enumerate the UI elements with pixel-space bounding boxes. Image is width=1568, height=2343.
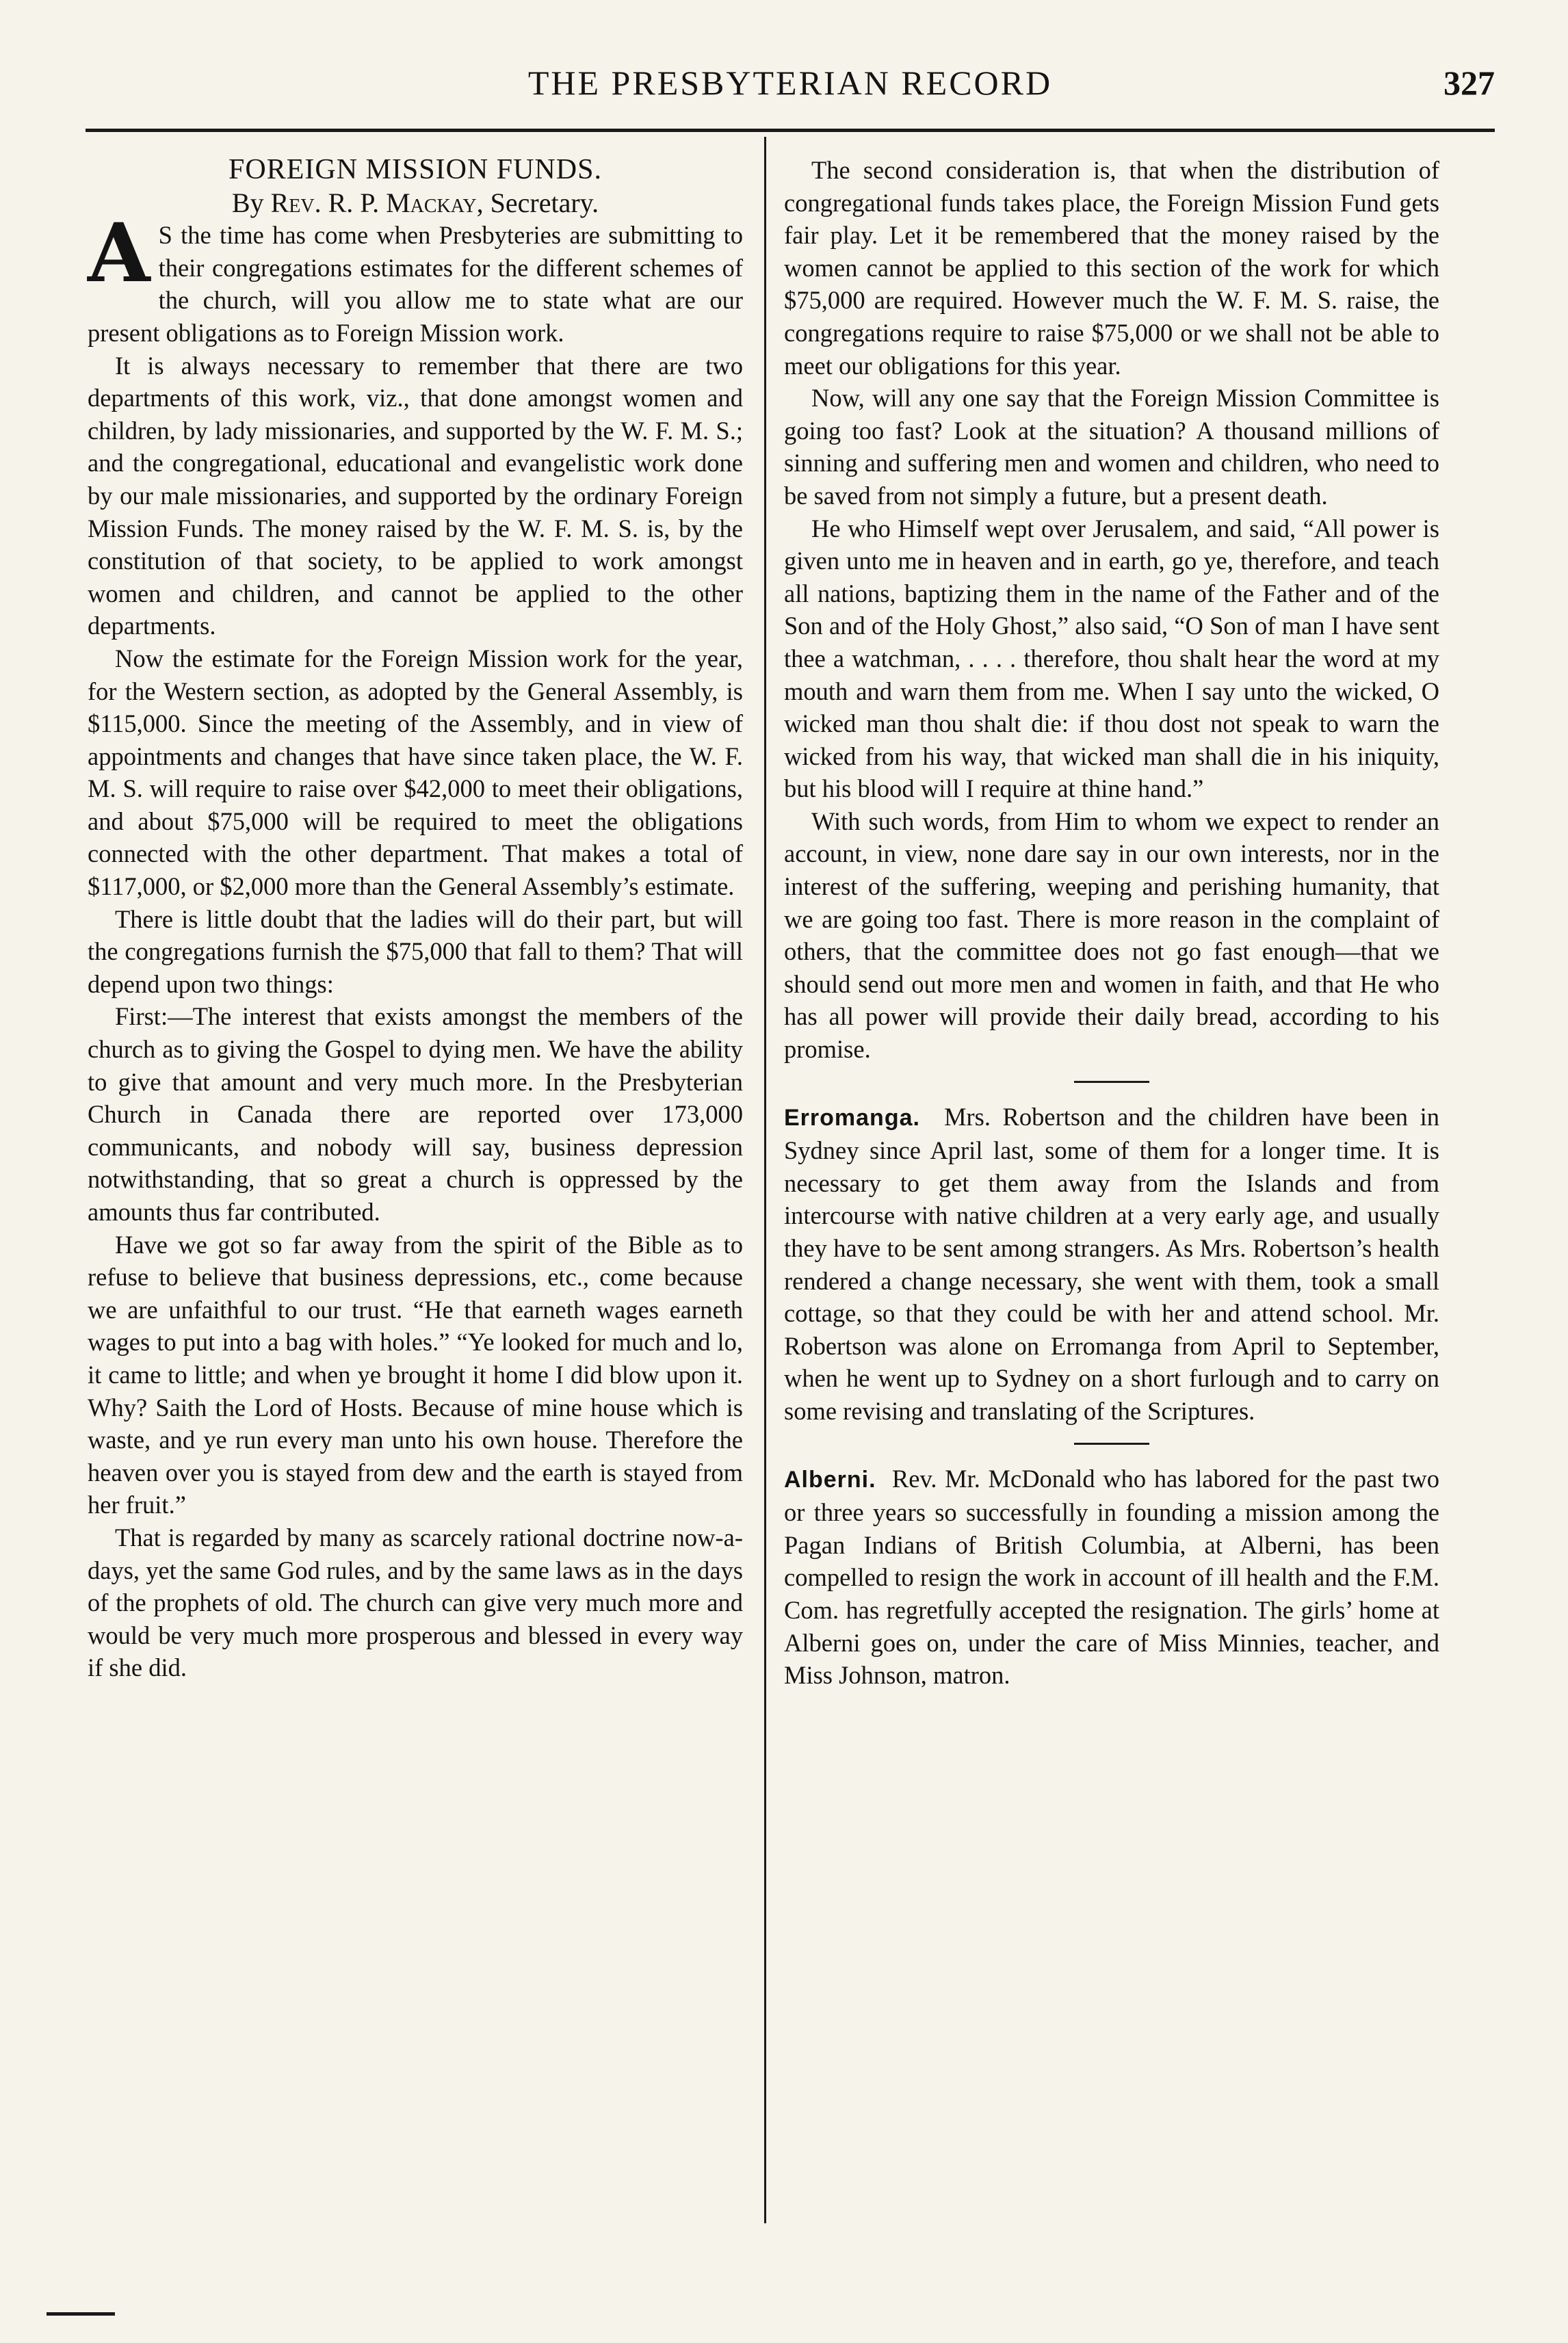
mission-note-label: Erromanga. [784,1104,920,1131]
mission-note-paragraph [784,1463,1439,1692]
byline-name: Rev. R. P. Mackay [270,187,477,218]
left-column [88,154,743,1684]
section-rule [1074,1443,1149,1445]
paragraph-text: S the time has come when Presbyteries are submitting to their congregations estimates for the different schemes of the church, will you allow me to state what are our present obligations as to Foreign Mission work. [88,221,743,347]
article-paragraph-3: Now the estimate for the Foreign Mission work for the year, for the Western section, as adopted by the General Assembly, is $115,000. Since the meeting of the Assembly, and in view of appointments and changes that have since taken place, the W. F. M. S. will require to raise over $42,000 to meet their obligations, and about $75,000 will be required to meet the obligations connected with the other department. That makes a total of $117,000, or $2,000 more than the General Assembly’s estimate. [88,644,743,901]
drop-cap: A [88,205,151,301]
byline-prefix: By [231,187,264,218]
mission-note-alberni [784,1463,1439,1692]
article-paragraph-7: That is regarded by many as scarcely rational doctrine now-a-days, yet the same God rules, and by the same laws as in the days of the prophets of old. The church can give very much more and would be very much more prosperous and blessed in every way if she did. [88,1523,743,1682]
page-header [86,63,1495,111]
mission-note-text: Rev. Mr. McDonald who has labored for the past two or three years so successfully in founding a mission among the Pagan Indians of British Columbia, at Alberni, has been compelled to resign the work in account of ill health and the F.M. Com. has regretfully accepted the resignation. The girls’ home at Alberni goes on, under the care of Miss Minnies, teacher, and Miss Johnson, matron. [784,1464,1439,1690]
article-paragraph-2: It is always necessary to remember that there are two departments of this work, viz., that done amongst women and children, by lady missionaries, and supported by the W. F. M. S.; and the congregational, educational and evangelistic work done by our male missionaries, and supported by the ordinary Foreign Mission Funds. The money raised by the W. F. M. S. is, by the constitution of that society, to be applied to work amongst women and children, and cannot be applied to the other departments. [88,351,743,640]
article-paragraph-10: He who Himself wept over Jerusalem, and said, “All power is given unto me in heaven and in earth, go ye, therefore, and teach all nations, baptizing them in the name of the Father and of the Son and of the Holy Ghost,” also said, “O Son of man I have sent thee a watchman, . . . . therefore, thou shalt hear the word at my mouth and warn them from me. When I say unto the wicked, O wicked man thou shalt die: if thou dost not speak to warn the wicked from his way, that wicked man shall die in his iniquity, but his blood will I require at thine hand.” [784,514,1439,803]
article-paragraph-1 [88,205,743,349]
header-rule [86,129,1495,132]
article-paragraph-9: Now, will any one say that the Foreign Mission Committee is going too fast? Look at the situation? A thousand millions of sinning and suffering men and women and children, who need to be saved from not simply a future, but a present death. [784,384,1439,510]
footer-rule [47,2312,115,2316]
article-heading: FOREIGN MISSION FUNDS. [228,154,602,185]
article-paragraph-5: First:—The interest that exists amongst the members of the church as to giving the Gospel to dying men. We have the ability to give that amount and very much more. In the Presbyterian Church in Canada there are reported over 173,000 communicants, and nobody will say, business depression notwithstanding, that so great a church is oppressed by the amounts thus far contributed. [88,1002,743,1226]
right-column [784,154,1439,1692]
column-divider [764,137,766,2223]
article-paragraph-4: There is little doubt that the ladies will do their part, but will the congregations furnish the $75,000 that fall to them? That will depend upon two things: [88,904,743,998]
mission-note-text: Mrs. Robertson and the children have been in Sydney since April last, some of them for a longer time. It is necessary to get them away from the Islands and from intercourse with native children at a very early age, and usually they have to be sent among strangers. As Mrs. Robertson’s health rendered a change necessary, she went with them, took a small cottage, so that they could be with her and attend school. Mr. Robertson was alone on Erromanga from April to September, when he went up to Sydney on a short furlough and to carry on some revising and translating of the Scriptures. [784,1102,1439,1425]
mission-note-erromanga [784,1101,1439,1428]
article-paragraph-8: The second consideration is, that when the distribution of congregational funds takes place, the Foreign Mission Fund gets fair play. Let it be remembered that the money raised by the women cannot be applied to this section of the work for which $75,000 are required. However much the W. F. M. S. raise, the congregations require to raise $75,000 or we shall not be able to meet our obligations for this year. [784,156,1439,380]
running-title: THE PRESBYTERIAN RECORD [527,64,1053,102]
section-rule [1074,1081,1149,1083]
article-byline [88,187,743,220]
mission-note-label: Alberni. [784,1466,876,1493]
page-number: 327 [1443,64,1495,102]
article-paragraph-6: Have we got so far away from the spirit of the Bible as to refuse to believe that business depressions, etc., come because we are unfaithful to our trust. “He that earneth wages earneth wages to put into a bag with holes.” “Ye looked for much and lo, it came to little; and when ye brought it home I did blow upon it. Why? Saith the Lord of Hosts. Because of mine house which is waste, and ye run every man unto his own house. Therefore the heaven over you is stayed from dew and the earth is stayed from her fruit.” [88,1230,743,1519]
byline-suffix: , Secretary. [476,187,599,218]
article-paragraph-11: With such words, from Him to whom we expect to render an account, in view, none dare say in our own interests, nor in the interest of the suffering, weeping and perishing humanity, that we are going too fast. There is more reason in the complaint of others, that the committee does not go fast enough—that we should send out more men and women in faith, and that He who has all power will provide their daily bread, according to his promise. [784,807,1439,1064]
mission-note-paragraph [784,1101,1439,1428]
